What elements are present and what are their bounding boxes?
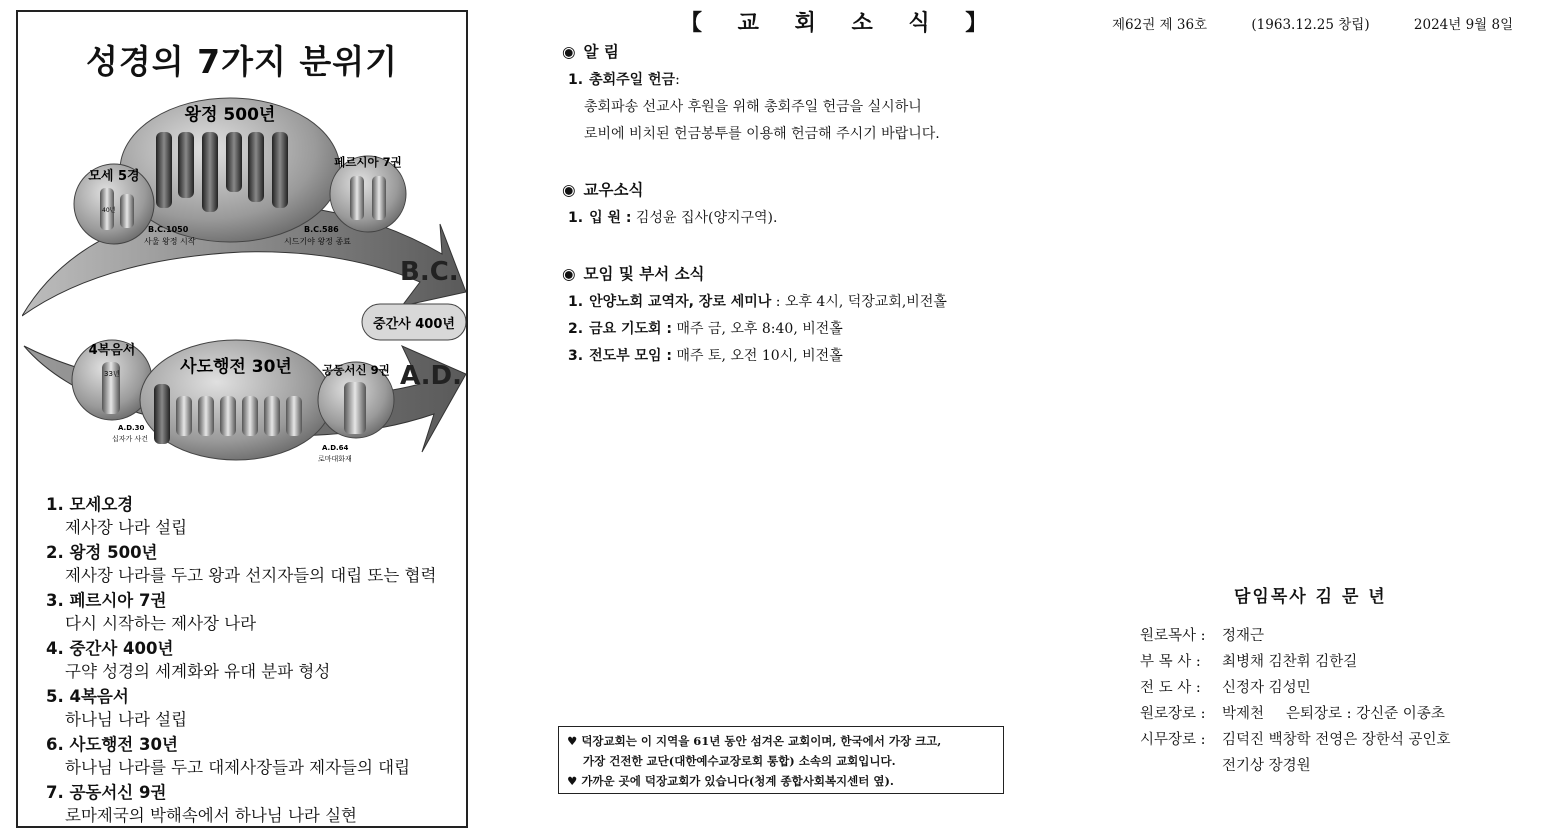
announcement-text-line: 로비에 비치된 헌금봉투를 이용해 헌금해 주시기 바랍니다.: [584, 126, 940, 142]
section-title: 알 림: [583, 43, 619, 61]
item-label: 안양노회 교역자, 장로 세미나: [589, 294, 772, 310]
era-description: 로마제국의 박해속에서 하나님 나라 실현: [65, 806, 357, 825]
members-heading: [562, 178, 643, 200]
ad64-label: A.D.64: [322, 444, 349, 452]
epistles-book: [344, 382, 366, 434]
zedekiah-end-label: 시드기야 왕정 종료: [284, 237, 351, 246]
kingdom-label: 왕정 500년: [184, 105, 276, 125]
era-item: [46, 542, 466, 587]
epistles-label: 공동서신 9권: [322, 363, 390, 377]
ad-label: A.D.: [400, 361, 462, 391]
notice-line: ♥ 가까운 곳에 덕장교회가 있습니다(청계 종합사회복지센터 옆).: [567, 774, 894, 788]
persia-label: 페르시아 7권: [334, 155, 402, 169]
staff-role: 원로목사 :: [1140, 628, 1206, 644]
staff-row: [1140, 756, 1311, 776]
era-heading: 7. 공동서신 9권: [46, 783, 167, 802]
cross-label: 십자가 사건: [112, 435, 149, 443]
kingdom-start-label: 사울 왕정 시작: [144, 237, 196, 246]
item-number: 1.: [568, 72, 584, 88]
era-heading: 4. 중간사 400년: [46, 639, 174, 658]
meeting-item: [568, 319, 843, 339]
moses-label: 모세 5경: [88, 169, 140, 184]
era-description: 구약 성경의 세계화와 유대 분파 형성: [65, 662, 331, 681]
bullet-circle-icon: ◉: [562, 265, 576, 283]
item-number: 1.: [568, 294, 584, 310]
moses-years: 40년: [102, 207, 116, 214]
item-text: 매주 토, 오전 10시, 비전홀: [676, 348, 843, 364]
persia-book-2: [372, 176, 386, 220]
era-description: 다시 시작하는 제사장 나라: [65, 614, 257, 633]
era-list: [46, 494, 466, 830]
intertestamental-label: 중간사 400년: [373, 317, 455, 332]
acts-label: 사도행전 30년: [180, 357, 292, 377]
staff-row: [1140, 626, 1264, 646]
announcement-text-line: 총회파송 선교사 후원을 위해 총회주일 헌금을 실시하니: [584, 99, 922, 115]
era-heading: 3. 페르시아 7권: [46, 591, 167, 610]
bullet-circle-icon: ◉: [562, 181, 576, 199]
staff-names: 전기상 장경원: [1222, 758, 1311, 774]
item-text: 김성윤 집사(양지구역).: [635, 210, 778, 226]
volume-number: 제62권 제 36호: [1112, 17, 1208, 33]
meetings-heading: [562, 262, 705, 284]
item-number: 3.: [568, 348, 584, 364]
item-label: 총회주일 헌금: [589, 72, 676, 88]
staff-role: 시무장로 :: [1140, 732, 1206, 748]
section-title: 모임 및 부서 소식: [583, 265, 705, 283]
persia-book-1: [350, 176, 364, 220]
church-notice-box: [558, 726, 1004, 794]
item-label: 금요 기도회 :: [589, 321, 673, 337]
staff-names: 강신준 이종초: [1356, 706, 1445, 722]
era-heading: 5. 4복음서: [46, 687, 129, 706]
rome-fire-label: 로마대화재: [318, 455, 352, 463]
meeting-item: [568, 292, 947, 312]
gospels-label: 4복음서: [88, 343, 136, 358]
staff-role: 전 도 사 :: [1140, 680, 1201, 696]
announcement-item: [568, 70, 680, 90]
bc1050-label: B.C.1050: [148, 225, 189, 234]
item-text: : 오후 4시, 덕장교회,비전홀: [771, 294, 947, 310]
staff-names: 최병채 김찬휘 김한길: [1222, 654, 1358, 670]
era-item: [46, 638, 466, 683]
moses-book-2: [120, 194, 134, 228]
item-label: 전도부 모임 :: [589, 348, 673, 364]
ad30-label: A.D.30: [118, 424, 145, 432]
era-item: [46, 686, 466, 731]
era-description: 제사장 나라 설립: [65, 518, 188, 537]
era-item: [46, 494, 466, 539]
announcements-heading: [562, 40, 619, 62]
staff-role: 부 목 사 :: [1140, 654, 1201, 670]
staff-names: 박제천: [1222, 706, 1265, 722]
member-news-item: [568, 208, 777, 228]
era-heading: 6. 사도행전 30년: [46, 735, 178, 754]
section-title: 교우소식: [583, 181, 644, 199]
bc-label: B.C.: [400, 257, 459, 287]
staff-row: [1140, 652, 1357, 672]
staff-names: 김덕진 백창학 전영은 장한석 공인호: [1222, 732, 1451, 748]
bible-timeline-diagram: [22, 84, 466, 504]
notice-line: 가장 건전한 교단(대한예수교장로회 통합) 소속의 교회입니다.: [583, 754, 896, 768]
staff-role: 원로장로 :: [1140, 706, 1206, 722]
bible-overview-panel: [16, 10, 468, 828]
era-description: 제사장 나라를 두고 왕과 선지자들의 대립 또는 협력: [65, 566, 437, 585]
item-number: 2.: [568, 321, 584, 337]
staff-row: [1140, 730, 1451, 750]
era-description: 하나님 나라 설립: [65, 710, 188, 729]
item-label: 입 원 :: [589, 210, 632, 226]
timeline-illustration: [22, 84, 466, 504]
item-number: 1.: [568, 210, 584, 226]
staff-names: 정재근: [1222, 628, 1265, 644]
panel-title: 성경의 7가지 분위기: [86, 42, 398, 81]
senior-pastor: 담임목사 김 문 년: [1234, 587, 1387, 607]
era-item: [46, 590, 466, 635]
era-description: 하나님 나라를 두고 대제사장들과 제자들의 대립: [65, 758, 411, 777]
staff-row: [1140, 678, 1311, 698]
item-text: 매주 금, 오후 8:40, 비전홀: [676, 321, 843, 337]
founded-date: (1963.12.25 창립): [1251, 17, 1370, 33]
issue-info: [1112, 13, 1513, 33]
era-heading: 1. 모세오경: [46, 495, 134, 514]
staff-row: [1140, 704, 1445, 724]
gospels-years: 33년: [104, 370, 120, 378]
item-suffix: :: [675, 72, 680, 88]
staff-names: 신정자 김성민: [1222, 680, 1311, 696]
notice-line: ♥ 덕장교회는 이 지역을 61년 동안 섬겨온 교회이며, 한국에서 가장 크고,: [567, 734, 942, 748]
issue-date: 2024년 9월 8일: [1413, 17, 1514, 33]
meeting-item: [568, 346, 843, 366]
era-heading: 2. 왕정 500년: [46, 543, 158, 562]
era-item: [46, 782, 466, 827]
era-item: [46, 734, 466, 779]
bc586-label: B.C.586: [304, 225, 339, 234]
church-news-title: 【 교 회 소 식 】: [680, 10, 1002, 36]
staff-role: 은퇴장로 :: [1286, 706, 1352, 722]
bullet-circle-icon: ◉: [562, 43, 576, 61]
